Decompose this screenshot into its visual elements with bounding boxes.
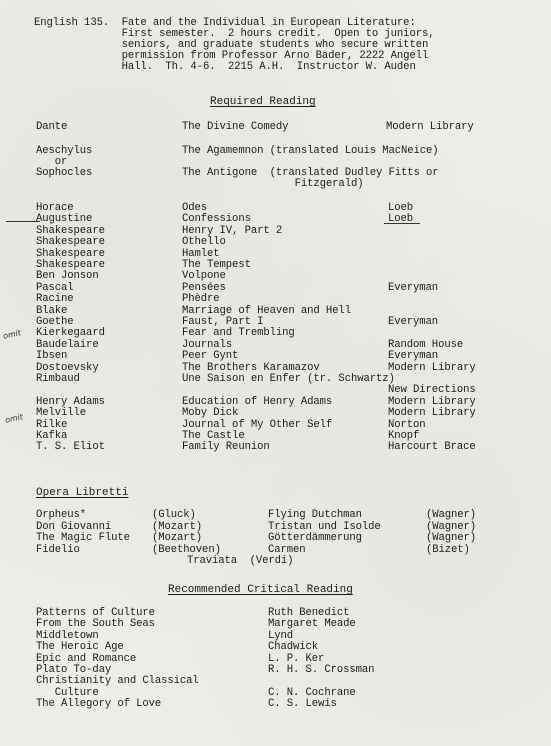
book-author: C. S. Lewis [268,698,337,711]
composer: (Beethoven) [152,543,221,556]
title: Phèdre [182,293,220,306]
title: The Antigone (translated Dudley Fitts or [182,167,439,179]
opera-item: Traviata (Verdi) [187,555,294,567]
opera-item: Fidelio [36,543,80,556]
opera-item: Flying Dutchman [268,509,362,521]
book-author: Ruth Benedict [268,607,350,619]
composer: (Bizet) [426,543,470,556]
publisher: Everyman [388,350,439,363]
book-author: Margaret Meade [268,618,356,631]
publisher: Modern Library [386,121,474,133]
title: Hamlet [182,247,220,260]
author: T. S. Eliot [36,441,105,454]
book-author: L. P. Ker [268,652,325,665]
title: Pensées [182,281,226,294]
header-line: First semester. 2 hours credit. Open to juniors, [34,28,435,40]
book-title: Middletown [36,629,99,642]
author: Dostoevsky [36,361,99,374]
book-title: Christianity and Classical [36,675,199,688]
composer: (Mozart) [152,532,203,544]
header-line: Hall. Th. 4-6. 2215 A.H. Instructor W. Auden [34,61,416,73]
author: Dante [36,121,68,133]
header-line: seniors, and graduate students who secure written [34,39,429,51]
opera-item: Götterdämmerung [268,532,362,544]
section-heading-recommended: Recommended Critical Reading [168,584,353,596]
author: Shakespeare [36,236,105,249]
author: Melville [36,407,87,420]
composer: (Mozart) [152,520,203,533]
author: Shakespeare [36,259,105,271]
title: Marriage of Heaven and Hell [182,304,351,317]
author: Augustine [36,213,93,226]
publisher: Modern Library [388,395,476,408]
title: Fear and Trembling [182,327,295,340]
title: Family Reunion [182,441,270,454]
title: Education of Henry Adams [182,395,333,408]
title: Volpone [182,270,226,283]
author: Shakespeare [36,224,105,237]
title: Faust, Part I [182,316,264,328]
book-title: Patterns of Culture [36,607,155,619]
publisher: Loeb [388,202,414,214]
publisher: Harcourt Brace [388,441,476,454]
title: Peer Gynt [182,350,239,363]
composer: (Wagner) [426,509,477,521]
section-heading-required: Required Reading [210,96,316,108]
title: The Divine Comedy [182,121,289,133]
publisher: Everyman [388,316,439,328]
title: Journal of My Other Self [182,418,333,431]
title: Othello [182,236,226,249]
title: The Agamemnon (translated Louis MacNeice) [182,145,439,157]
author: or [36,156,68,168]
publisher: Modern Library [388,361,476,374]
header-line: permission from Professor Arno Bader, 2222 Angell [34,50,429,62]
margin-tick [6,221,40,222]
publisher: Modern Library [388,407,476,420]
composer: (Wagner) [426,520,477,533]
book-author: C. N. Cochrane [268,686,356,699]
author: Pascal [36,281,74,294]
title: Odes [182,202,208,214]
author: Shakespeare [36,247,105,260]
publisher: New Directions [388,384,476,397]
author: Aeschylus [36,145,93,157]
book-title: The Heroic Age [36,641,124,654]
opera-item: Carmen [268,543,306,556]
publisher: Knopf [388,430,420,442]
section-heading-opera: Opera Libretti [36,487,129,499]
title: Journals [182,338,233,351]
author: Rilke [36,418,68,431]
publisher: Random House [388,338,464,351]
book-title: From the South Seas [36,618,155,631]
author: Ibsen [36,350,68,363]
title: The Castle [182,430,245,442]
composer: (Wagner) [426,532,477,544]
book-title: Culture [36,686,99,699]
publisher: Everyman [388,281,439,294]
opera-item: Don Giovanni [36,520,112,533]
title: Confessions [182,213,251,226]
title: Moby Dick [182,407,239,420]
opera-item: Tristan und Isolde [268,520,381,533]
publisher: Loeb [388,213,414,226]
opera-item: Orpheus* [36,509,87,521]
title: The Brothers Karamazov [182,361,320,374]
title: Henry IV, Part 2 [182,224,283,237]
book-author: Chadwick [268,641,319,654]
author: Rimbaud [36,373,80,385]
author: Blake [36,304,68,317]
composer: (Gluck) [152,509,196,521]
book-author: R. H. S. Crossman [268,664,375,676]
margin-annotation: omit [2,328,22,341]
book-title: Plato To-day [36,664,112,676]
author: Kierkegaard [36,327,105,340]
title: The Tempest [182,259,251,271]
margin-annotation: omit [4,412,24,425]
book-title: The Allegory of Love [36,698,162,711]
header-line: English 135. Fate and the Individual in European Literature: [34,17,416,29]
author: Racine [36,293,74,306]
author: Sophocles [36,167,93,179]
author: Kafka [36,430,68,442]
title: Fitzgerald) [182,178,364,190]
author: Baudelaire [36,338,99,351]
opera-item: The Magic Flute [36,532,130,544]
book-title: Epic and Romance [36,652,137,665]
author: Horace [36,202,74,214]
title: Une Saison en Enfer (tr. Schwartz) [182,373,395,385]
book-author: Lynd [268,629,294,642]
publisher: Norton [388,418,426,431]
author: Goethe [36,316,74,328]
author: Henry Adams [36,395,105,408]
author: Ben Jonson [36,270,99,283]
